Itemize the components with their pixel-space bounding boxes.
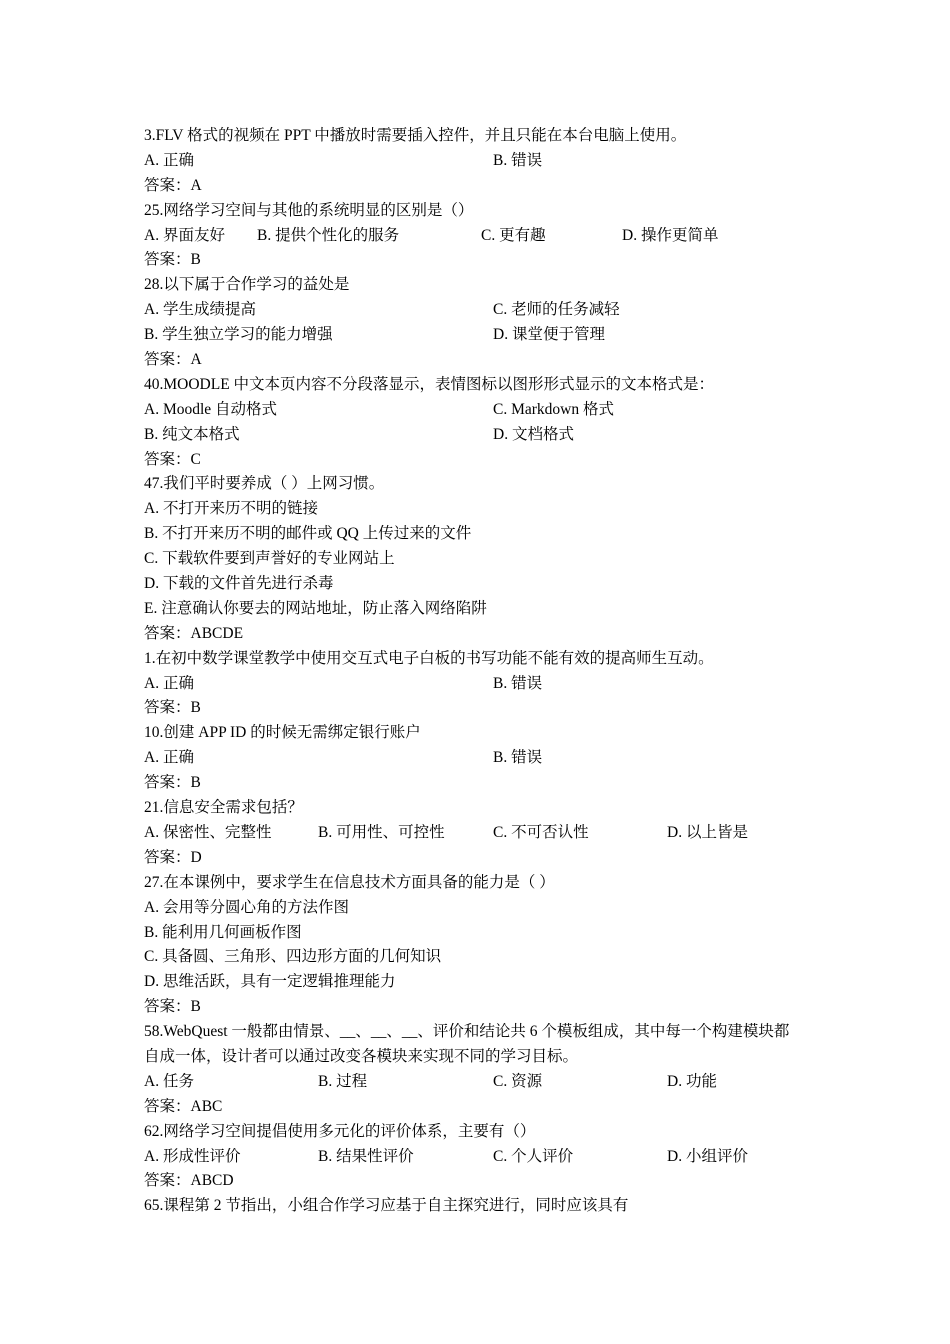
option: B. 错误 — [493, 151, 543, 169]
option: E. 注意确认你要去的网站地址，防止落入网络陷阱 — [144, 599, 487, 617]
option: C. 老师的任务减轻 — [493, 301, 620, 319]
option: D. 下载的文件首先进行杀毒 — [144, 575, 334, 593]
question-text: 27.在本课例中，要求学生在信息技术方面具备的能力是（ ） — [144, 873, 555, 891]
answer-text: 答案：ABCDE — [144, 624, 244, 642]
question-text: 21.信息安全需求包括？ — [144, 799, 303, 817]
option-row — [144, 1145, 824, 1170]
question-text: 40.MOODLE 中文本页内容不分段落显示，表情图标以图形形式显示的文本格式是： — [144, 375, 715, 393]
question-text: 28.以下属于合作学习的益处是 — [144, 276, 350, 294]
option-row — [144, 323, 824, 348]
option: B. 提供个性化的服务 — [257, 226, 400, 244]
option: C. 不可否认性 — [493, 823, 589, 841]
option: B. 结果性评价 — [318, 1147, 414, 1165]
answer-text: 答案：ABCD — [144, 1172, 234, 1190]
option-row — [144, 398, 824, 423]
option: D. 以上皆是 — [667, 823, 748, 841]
answer-text: 答案：B — [144, 998, 201, 1016]
option: C. 更有趣 — [481, 226, 546, 244]
option: C. 个人评价 — [493, 1147, 574, 1165]
answer-text: 答案：B — [144, 774, 201, 792]
option: D. 课堂便于管理 — [493, 326, 605, 344]
option: A. 任务 — [144, 1072, 194, 1090]
option: D. 思维活跃，具有一定逻辑推理能力 — [144, 973, 396, 991]
option: A. Moodle 自动格式 — [144, 400, 278, 418]
option: D. 小组评价 — [667, 1147, 748, 1165]
option: D. 操作更简单 — [622, 226, 719, 244]
option: B. 能利用几何画板作图 — [144, 923, 302, 941]
option-row — [144, 224, 824, 249]
question-text: 3.FLV 格式的视频在 PPT 中播放时需要插入控件，并且只能在本台电脑上使用。 — [144, 127, 687, 144]
option: B. 纯文本格式 — [144, 425, 240, 443]
question-text: 10.创建 APP ID 的时候无需绑定银行账户 — [144, 724, 421, 742]
option-row — [144, 423, 824, 448]
answer-text: 答案：ABC — [144, 1097, 223, 1115]
option-row — [144, 149, 824, 174]
option: C. 下载软件要到声誉好的专业网站上 — [144, 550, 395, 568]
question-text: 62.网络学习空间提倡使用多元化的评价体系，主要有（） — [144, 1122, 536, 1140]
option: B. 错误 — [493, 749, 543, 767]
option: C. Markdown 格式 — [493, 400, 614, 418]
option: A. 不打开来历不明的链接 — [144, 500, 318, 518]
question-text: 25.网络学习空间与其他的系统明显的区别是（） — [144, 201, 474, 219]
option: A. 正确 — [144, 151, 194, 169]
option: B. 不打开来历不明的邮件或 QQ 上传过来的文件 — [144, 525, 472, 543]
option: B. 错误 — [493, 674, 543, 692]
answer-text: 答案：D — [144, 848, 202, 866]
question-list — [144, 124, 824, 1219]
option-row — [144, 298, 824, 323]
option-row — [144, 746, 824, 771]
question-text: 1.在初中数学课堂教学中使用交互式电子白板的书写功能不能有效的提高师生互动。 — [144, 649, 714, 667]
answer-text: 答案：A — [144, 176, 202, 194]
option: A. 正确 — [144, 749, 194, 767]
option: B. 可用性、可控性 — [318, 823, 445, 841]
option: B. 过程 — [318, 1072, 368, 1090]
option: B. 学生独立学习的能力增强 — [144, 326, 333, 344]
question-text-continued: 自成一体，设计者可以通过改变各模块来实现不同的学习目标。 — [144, 1047, 579, 1065]
answer-text: 答案：B — [144, 699, 201, 717]
answer-text: 答案：A — [144, 351, 202, 369]
option: D. 文档格式 — [493, 425, 574, 443]
option-row — [144, 821, 824, 846]
option: A. 正确 — [144, 674, 194, 692]
option: A. 界面友好 — [144, 226, 225, 244]
question-text: 65.课程第 2 节指出，小组合作学习应基于自主探究进行，同时应该具有 — [144, 1197, 629, 1215]
option: A. 学生成绩提高 — [144, 301, 256, 319]
option-row — [144, 1070, 824, 1095]
question-text: 47.我们平时要养成（ ）上网习惯。 — [144, 475, 385, 493]
option-row — [144, 672, 824, 697]
option: C. 资源 — [493, 1072, 543, 1090]
option: C. 具备圆、三角形、四边形方面的几何知识 — [144, 948, 442, 966]
question-text: 58.WebQuest 一般都由情景、__、__、__、评价和结论共 6 个模板组成，其中每一个构建模块都 — [144, 1023, 790, 1041]
answer-text: 答案：C — [144, 450, 201, 468]
answer-text: 答案：B — [144, 251, 201, 269]
option: A. 保密性、完整性 — [144, 823, 272, 841]
option: A. 会用等分圆心角的方法作图 — [144, 898, 349, 916]
option: D. 功能 — [667, 1072, 717, 1090]
option: A. 形成性评价 — [144, 1147, 241, 1165]
